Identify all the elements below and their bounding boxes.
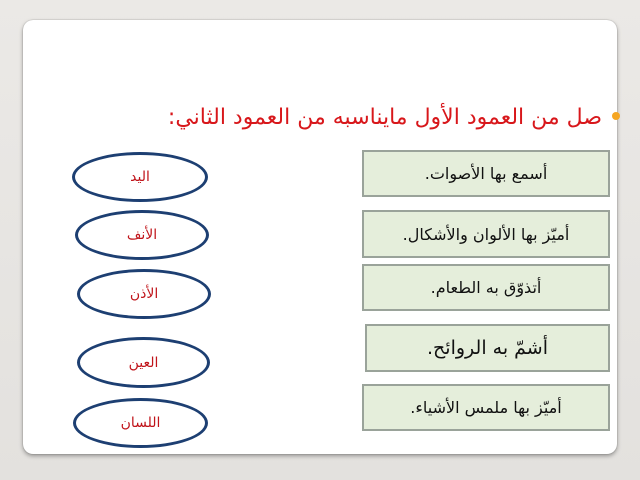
bullet-icon bbox=[612, 112, 620, 120]
phrase-tasting[interactable] bbox=[362, 264, 610, 311]
phrase-seeing[interactable] bbox=[362, 210, 610, 258]
organ-label: الأذن bbox=[129, 286, 159, 302]
phrase-touching[interactable] bbox=[362, 384, 610, 431]
instruction-heading bbox=[100, 100, 620, 136]
organ-ear[interactable] bbox=[77, 269, 211, 319]
phrase-label: أميّز بها ملمس الأشياء. bbox=[410, 398, 562, 417]
organ-nose[interactable] bbox=[75, 210, 209, 260]
phrase-label: أسمع بها الأصوات. bbox=[424, 164, 548, 183]
organ-label: اللسان bbox=[120, 415, 161, 431]
phrase-label: أتذوّق به الطعام. bbox=[430, 278, 542, 297]
phrase-label: أشمّ به الروائح. bbox=[427, 337, 548, 359]
phrase-hearing[interactable] bbox=[362, 150, 610, 197]
organ-label: اليد bbox=[130, 169, 150, 185]
organ-label: العين bbox=[128, 354, 159, 371]
organ-label: الأنف bbox=[126, 227, 158, 243]
organ-tongue[interactable] bbox=[73, 398, 208, 448]
organ-hand[interactable] bbox=[72, 152, 208, 202]
phrase-label: أميّز بها الألوان والأشكال. bbox=[402, 224, 570, 244]
instruction-text: صل من العمود الأول مايناسبه من العمود الثاني: bbox=[167, 105, 602, 130]
organ-eye[interactable] bbox=[77, 337, 210, 388]
phrase-smelling[interactable] bbox=[365, 324, 610, 372]
